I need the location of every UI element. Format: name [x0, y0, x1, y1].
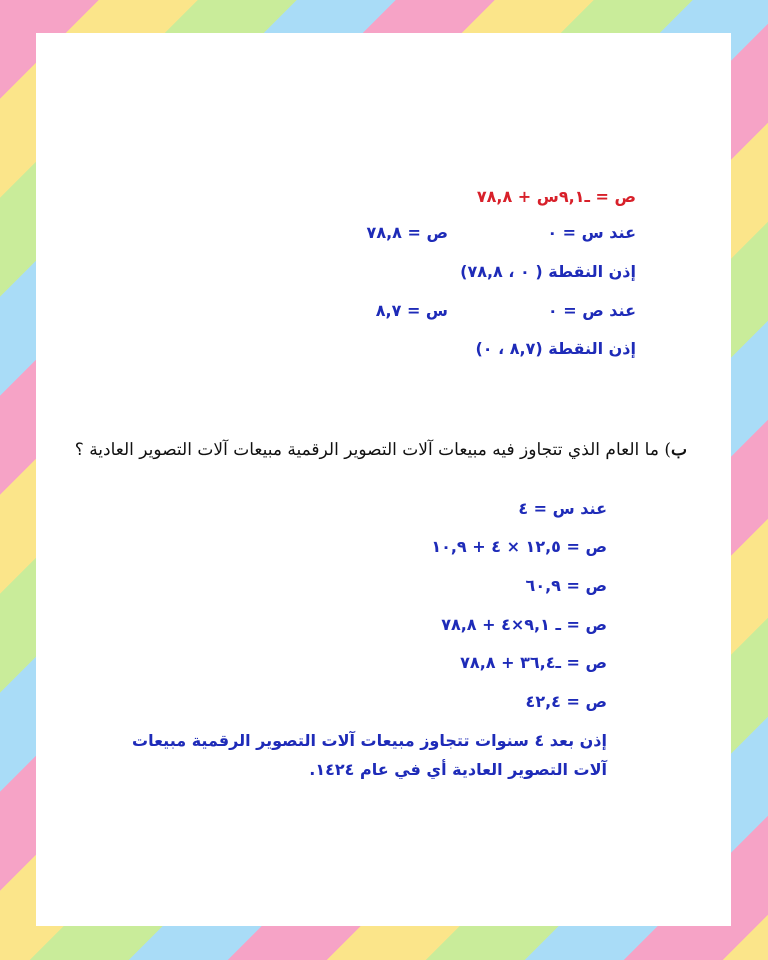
- line-point-1: إذن النقطة ( ٠ ، ٧٨,٨): [460, 262, 636, 281]
- step-2: ص = ١٢,٥ × ٤ + ١٠,٩: [431, 537, 607, 556]
- question-label-paren: ): [658, 440, 671, 460]
- conclusion-line-1: إذن بعد ٤ سنوات تتجاوز مبيعات آلات التصوير الرقمية مبيعات: [132, 731, 607, 750]
- line-point-2: إذن النقطة (٨,٧ ، ٠): [475, 339, 636, 358]
- step-5: ص = ـ٣٦,٤ + ٧٨,٨: [460, 653, 607, 672]
- question-b: [75, 440, 687, 460]
- conclusion-line-2: آلات التصوير العادية أي في عام ١٤٢٤.: [309, 760, 607, 779]
- line-equation: ص = ـ٩,١س + ٧٨,٨: [476, 187, 636, 206]
- question-text: ما العام الذي تتجاوز فيه مبيعات آلات التصوير الرقمية مبيعات آلات التصوير العادية ؟: [74, 440, 659, 460]
- step-1: عند س = ٤: [518, 499, 607, 518]
- line-x-value: س = ٨,٧: [375, 301, 448, 320]
- line-y-value: ص = ٧٨,٨: [366, 223, 448, 242]
- step-4: ص = ـ ٩,١×٤ + ٧٨,٨: [441, 615, 607, 634]
- step-3: ص = ٦٠,٩: [525, 576, 607, 595]
- line-when-y-zero: عند ص = ٠: [547, 301, 636, 320]
- question-label: ب: [670, 440, 687, 460]
- content-card: [36, 33, 731, 926]
- step-6: ص = ٤٢,٤: [525, 692, 607, 711]
- line-when-x-zero: عند س = ٠: [547, 223, 636, 242]
